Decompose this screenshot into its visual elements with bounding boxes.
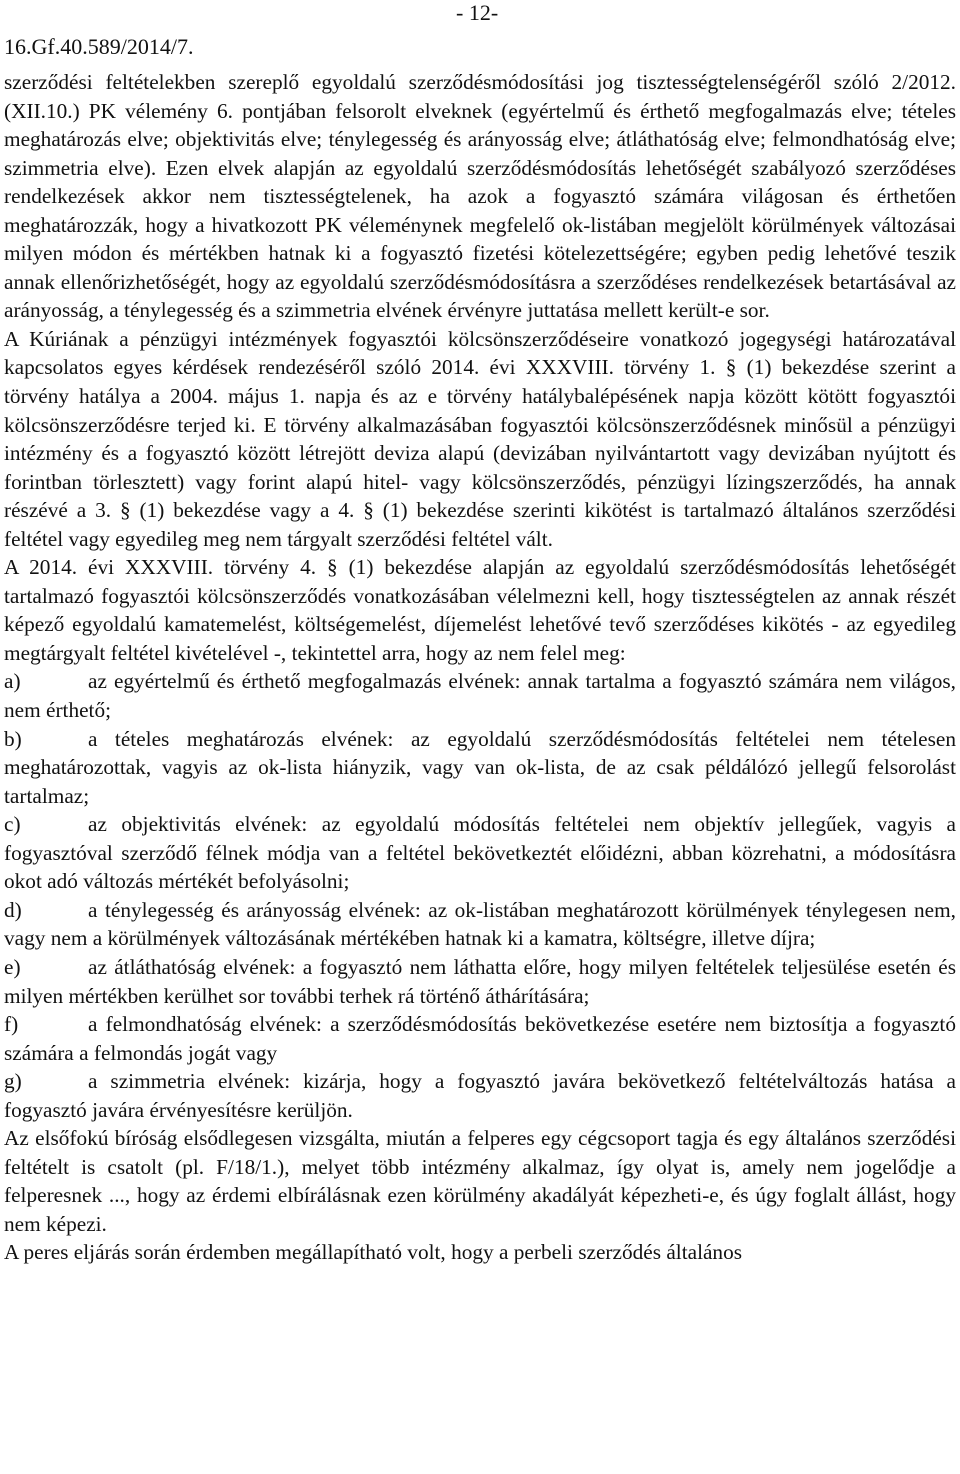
- list-item-text: a ténylegesség és arányosság elvének: az ok-listában meghatározott körülmények ténylegesen nem, vagy nem a körülmények változásának mértékében hatnak ki a kamatra, költségre, illetve díjra;: [4, 897, 956, 951]
- list-item-label: f): [4, 1012, 19, 1037]
- list-item-text: az átláthatóság elvének: a fogyasztó nem láthatta előre, hogy milyen feltételek teljesülése esetén és milyen mértékben kerülhet sor további terhek rá történő áthárítására;: [4, 954, 956, 1008]
- paragraph-1: szerződési feltételekben szereplő egyoldalú szerződésmódosítási jog tisztességtelenségéről szóló 2/2012. (XII.10.) PK vélemény 6. pontjában felsorolt elveknek (egyértelmű és érthető megfogalmazás elve; tételes meghatározás elve; objektivitás elve; ténylegesség és arányosság elve; átláthatóság elve; felmondhatóság elve; szimmetria elve). Ezen elvek alapján az egyoldalú szerződésmódosítás lehetőségét szabályozó szerződéses rendelkezések akkor nem tisztességtelenek, ha azok a fogyasztó számára világosan és érthetően meghatározzák, hogy a hivatkozott PK véleménynek megfelelő ok-listában megjelölt körülmények változásai milyen módon és mértékben hatnak ki a fogyasztó fizetési kötelezettségére; egyben pedig lehetővé teszik annak ellenőrizhetőségét, hogy az egyoldalú szerződésmódosításra a szerződéses rendelkezések betartásával az arányosság, a ténylegesség és a szimmetria elvének érvényre juttatása mellett került-e sor.: [4, 70, 956, 323]
- list-item-c: [4, 810, 956, 896]
- paragraph-2: A Kúriának a pénzügyi intézmények fogyasztói kölcsönszerződéseire vonatkozó jogegységi határozatával kapcsolatos egyes kérdések rendezéséről szóló 2014. évi XXXVIII. törvény 1. § (1) bekezdése szerint a törvény hatálya a 2004. május 1. napja és az e törvény hatálybalépésének napja között kötött fogyasztói kölcsönszerződésre terjed ki. E törvény alkalmazásában fogyasztói kölcsönszerződésnek minősül a pénzügyi intézmény és a fogyasztó között létrejött deviza alapú (devizában nyilvántartott vagy devizában nyújtott és forintban törlesztett) vagy forint alapú hitel- vagy kölcsönszerződés, pénzügyi lízingszerződés, ha annak részévé a 3. § (1) bekezdése vagy a 4. § (1) bekezdése szerinti kikötést is tartalmazó általános szerződési feltétel vagy egyedileg meg nem tárgyalt szerződési feltétel vált.: [4, 326, 956, 551]
- list-item-label: d): [4, 897, 22, 922]
- list-item-label: a): [4, 669, 21, 694]
- list-item-text: a tételes meghatározás elvének: az egyoldalú szerződésmódosítás feltételei nem tételesen meghatározottak, vagyis az ok-lista hiányzik, vagy van ok-lista, de az csak példálózó jellegű felsorolást tartalmaz;: [4, 726, 956, 808]
- list-item-a: [4, 667, 956, 724]
- list-item-b: [4, 725, 956, 811]
- case-number: 16.Gf.40.589/2014/7.: [4, 34, 194, 59]
- paragraph-5: A peres eljárás során érdemben megállapítható volt, hogy a perbeli szerződés általános: [4, 1240, 743, 1265]
- list-item-d: [4, 896, 956, 953]
- list-item-text: az egyértelmű és érthető megfogalmazás elvének: annak tartalma a fogyasztó számára nem világos, nem érthető;: [4, 669, 956, 723]
- page-number: - 12-: [456, 0, 499, 25]
- list-item-label: e): [4, 954, 21, 979]
- list-item-text: az objektivitás elvének: az egyoldalú módosítás feltételei nem objektív jellegűek, vagyis a fogyasztóval szerződő félnek módja van a feltétel bekövetkeztét előidézni, abban közrehatni, a módosításra okot adó változás mértékét befolyásolni;: [4, 812, 956, 894]
- list-item-label: b): [4, 726, 22, 751]
- list-item-f: [4, 1010, 956, 1067]
- list-item-text: a szimmetria elvének: kizárja, hogy a fogyasztó javára bekövetkező feltételváltozás hatása a fogyasztó javára érvényesítésre kerüljön.: [4, 1069, 956, 1122]
- list-item-g: [4, 1067, 956, 1124]
- list-item-label: g): [4, 1069, 22, 1094]
- paragraph-3: A 2014. évi XXXVIII. törvény 4. § (1) bekezdése alapján az egyoldalú szerződésmódosítás lehetőségét tartalmazó fogyasztói kölcsönszerződés vonatkozásában vélelmezni kell, hogy tisztességtelen az annak részét képező egyoldalú kamatemelést, költségemelést, díjemelést lehetővé tevő szerződéses kikötés - az egyedileg megtárgyalt feltétel kivételével -, tekintettel arra, hogy az nem felel meg:: [4, 555, 956, 665]
- document-body: [4, 68, 956, 1267]
- list-item-e: [4, 953, 956, 1010]
- paragraph-4: Az elsőfokú bíróság elsődlegesen vizsgálta, miután a felperes egy cégcsoport tagja és egy általános szerződési feltételt is csatolt (pl. F/18/1.), melyet több intézmény alkalmaz, így olyat is, amely nem jogelődje a felperesnek ..., hogy az érdemi elbírálásnak ezen körülmény akadályát képezheti-e, és úgy foglalt állást, hogy nem képezi.: [4, 1126, 956, 1236]
- list-item-text: a felmondhatóság elvének: a szerződésmódosítás bekövetkezése esetére nem biztosítja a fogyasztó számára a felmondás jogát vagy: [4, 1012, 956, 1065]
- list-item-label: c): [4, 812, 21, 837]
